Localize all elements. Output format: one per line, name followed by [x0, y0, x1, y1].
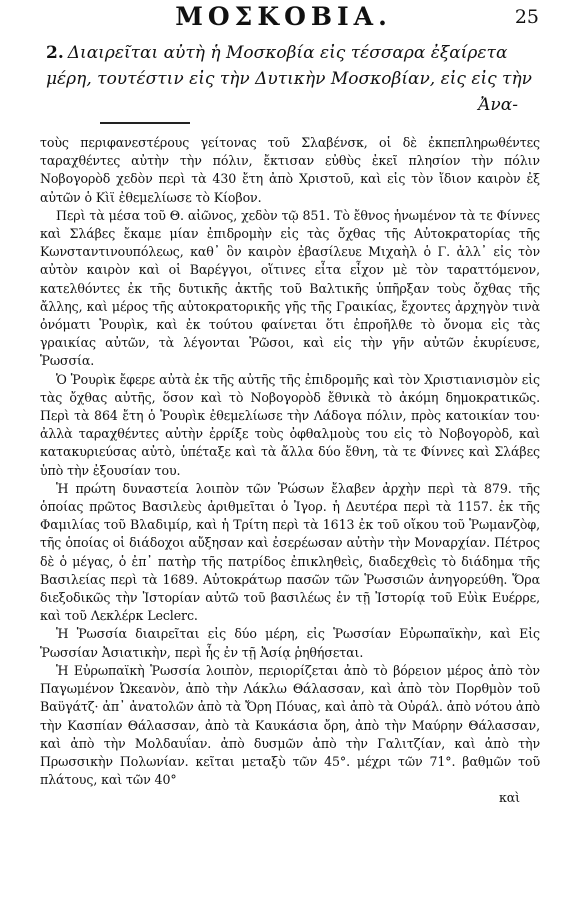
horizontal-rule — [100, 122, 190, 124]
paragraph: Περὶ τὰ μέσα τοῦ Θ. αἰῶνος, χεδὸν τῷ 851. Τὸ ἔθνος ἡνωμένον τὰ τε Φίννες καὶ Σλάβες ἔκαμε μίαν ἐπιδρομὴν εἰς τὰς ὄχθας τῆς Αὐτοκρατορίας τῆς Κωνσταντινουπόλεως, καθ᾽ ὃν καιρὸν ἐβασίλευε Μιχαὴλ ὁ Γ. ἀλλ᾽ εἰς τὸν αὐτὸν καιρὸν καὶ οἱ Βαρέγγοι, οἵτινες εἶτα εἶχον μὲ τὸν ταραττόμενον, κατελθόντες ἐκ τῆς δυτικῆς ἀκτῆς τοῦ Βαλτικῆς ὑπῆρξαν τοὺς ὄχθας τῆς ἄλλης, καὶ μέρος τῆς αὐτοκρατορικῆς γῆς τῆς Γραικίας, ἔχοντες ἀρχηγὸν τινὰ ὀνόματι Ῥουρὶκ, καὶ ἐκ τούτου φαίνεται ὅτι ἐπροῆλθε τὸ ὄνομα εἰς τὰς γραικίας αὐτῶν, τὰ λέγονται Ῥῶσοι, καὶ εἰς τὴν γῆν αὐτῶν ἐκυρίευσε, Ῥωσσία. — [40, 207, 540, 369]
page-number: 25 — [514, 6, 539, 28]
page-header — [0, 2, 567, 36]
section-number: 2. — [46, 43, 64, 63]
body-text — [40, 134, 540, 808]
paragraph-continuation: τοὺς περιφανεστέρους γείτονας τοῦ Σλαβένσκ, οἱ δὲ ἐκπεπληρωθέντες ταραχθέντες αὐτὴν τὴν πόλιν, ἔκτισαν εὐθὺς ἐκεῖ πλησίον τὴν πόλιν Νοβογορὸδ χεδὸν περὶ τὰ 430 ἔτη ἀπὸ Χριστοῦ, καὶ εἰς τὸν ἴδιον καιρὸν ἐξ αὐτῶν ὁ Κὶϊ ἐθεμελίωσε τὸ Κίοβον. — [40, 135, 540, 205]
section-heading — [46, 40, 546, 118]
paragraph: Ἡ Εὐρωπαϊκὴ Ῥωσσία λοιπὸν, περιορίζεται ἀπὸ τὸ βόρειον μέρος ἀπὸ τὸν Παγωμένον Ὠκεανὸν, ἀπὸ τὴν Λάκλω Θάλασσαν, καὶ ἀπὸ τὸν Πορθμὸν τοῦ Βαϋγάτζ· ἀπ᾽ ἀνατολῶν ἀπὸ τὰ Ὄρη Πόυας, καὶ ἀπὸ τὰ Οὐράλ. ἀπὸ νότου ἀπὸ τὴν Κασπίαν Θάλασσαν, ἀπὸ τὰ Καυκάσια ὄρη, ἀπὸ τὴν Μαύρην Θάλασσαν, καὶ ἀπὸ τὴν Μολδαυΐαν. ἀπὸ δυσμῶν ἀπὸ τὴν Γαλιτζίαν, καὶ ἀπὸ τὴν Πρωσσικὴν Πολωνίαν. κεῖται μεταξὺ τῶν 45°. μέχρι τῶν 71°. βαθμῶν τοῦ πλάτους, καὶ τῶν 40° — [40, 662, 540, 788]
paragraph: Ἡ πρώτη δυναστεία λοιπὸν τῶν Ῥώσων ἔλαβεν ἀρχὴν περὶ τὰ 879. τῆς ὁποίας πρῶτος Βασιλεὺς ἀριθμεῖται ὁ Ἰγορ. ἡ Δευτέρα περὶ τὰ 1157. ἐκ τῆς Φαμιλίας τοῦ Βλαδιμίρ, καὶ ἡ Τρίτη περὶ τὰ 1613 ἐκ τοῦ οἴκου τοῦ Ῥωμανζὸφ, τῆς ὁποίας οἱ διάδοχοι αὔξησαν καὶ ἐσερέωσαν αὐτὴν τὴν Μοναρχίαν. Πέτρος δὲ ὁ μέγας, ὁ ἐπ᾽ πατὴρ τῆς πατρίδος ἐπικληθεὶς, διαδεχθεὶς τὸ διάδημα τῆς Βασιλείας περὶ τὰ 1689. Αὐτοκράτωρ πασῶν τῶν Ῥωσσιῶν ἀνηγορεύθη. Ὅρα διεξοδικῶς τὴν Ἰστορίαν αὐτῶ τοῦ βασιλέως ἐν τῇ Ἰστορίᾳ τοῦ Εὐὶκ Ευέρρε, καὶ τοῦ Λεκλέρκ Leclerc. — [40, 480, 540, 624]
catchword: καὶ — [498, 790, 520, 806]
paragraph: Ἡ Ῥωσσία διαιρεῖται εἰς δύο μέρη, εἰς Ῥωσσίαν Εὐρωπαϊκὴν, καὶ Εἰς Ῥωσσίαν Ἀσιατικὴν, περὶ ἧς ἐν τῇ Ἀσίᾳ ῥηθήσεται. — [40, 626, 540, 660]
section-heading-body: Διαιρεῖται αὐτὴ ἡ Μοσκοβία εἰς τέσσαρα ἐξαίρετα μέρη, τουτέστιν εἰς τὴν Δυτικὴν Μοσκοβίαν, εἰς εἰς τὴν — [46, 43, 532, 89]
section-heading-tail: Ἀνα- — [478, 95, 518, 115]
running-title: ΜΟΣΚΟΒΙΑ. — [175, 2, 392, 31]
section-heading-text — [46, 40, 546, 92]
paragraph: Ὁ Ῥουρὶκ ἔφερε αὐτὰ ἐκ τῆς αὐτῆς τῆς ἐπιδρομῆς καὶ τὸν Χριστιανισμὸν εἰς τὰς ὄχθας αὐτῆς, ὅσον καὶ τὸ Νοβογορὸδ ἔθνικὰ τὸ ἀκόμη δημοκρατικῶς. Περὶ τὰ 864 ἔτη ὁ Ῥουρὶκ ἐθεμελίωσε τὴν Λάδογα πόλιν, πρὸς κατοικίαν του· ἀλλὰ ταραχθέντες αὐτὴν ἐρρίξε τοὺς ὀφθαλμοὺς του εἰς τὸ Νοβογορὸδ, καὶ κατακυριεύσας αὐτὸ, ὑπέταξε καὶ τὰ ἄλλα δύο ἔθνη, τὰ τε Φίννες καὶ Σλάβες ὑπὸ τὴν ἐξουσίαν του. — [40, 371, 540, 478]
